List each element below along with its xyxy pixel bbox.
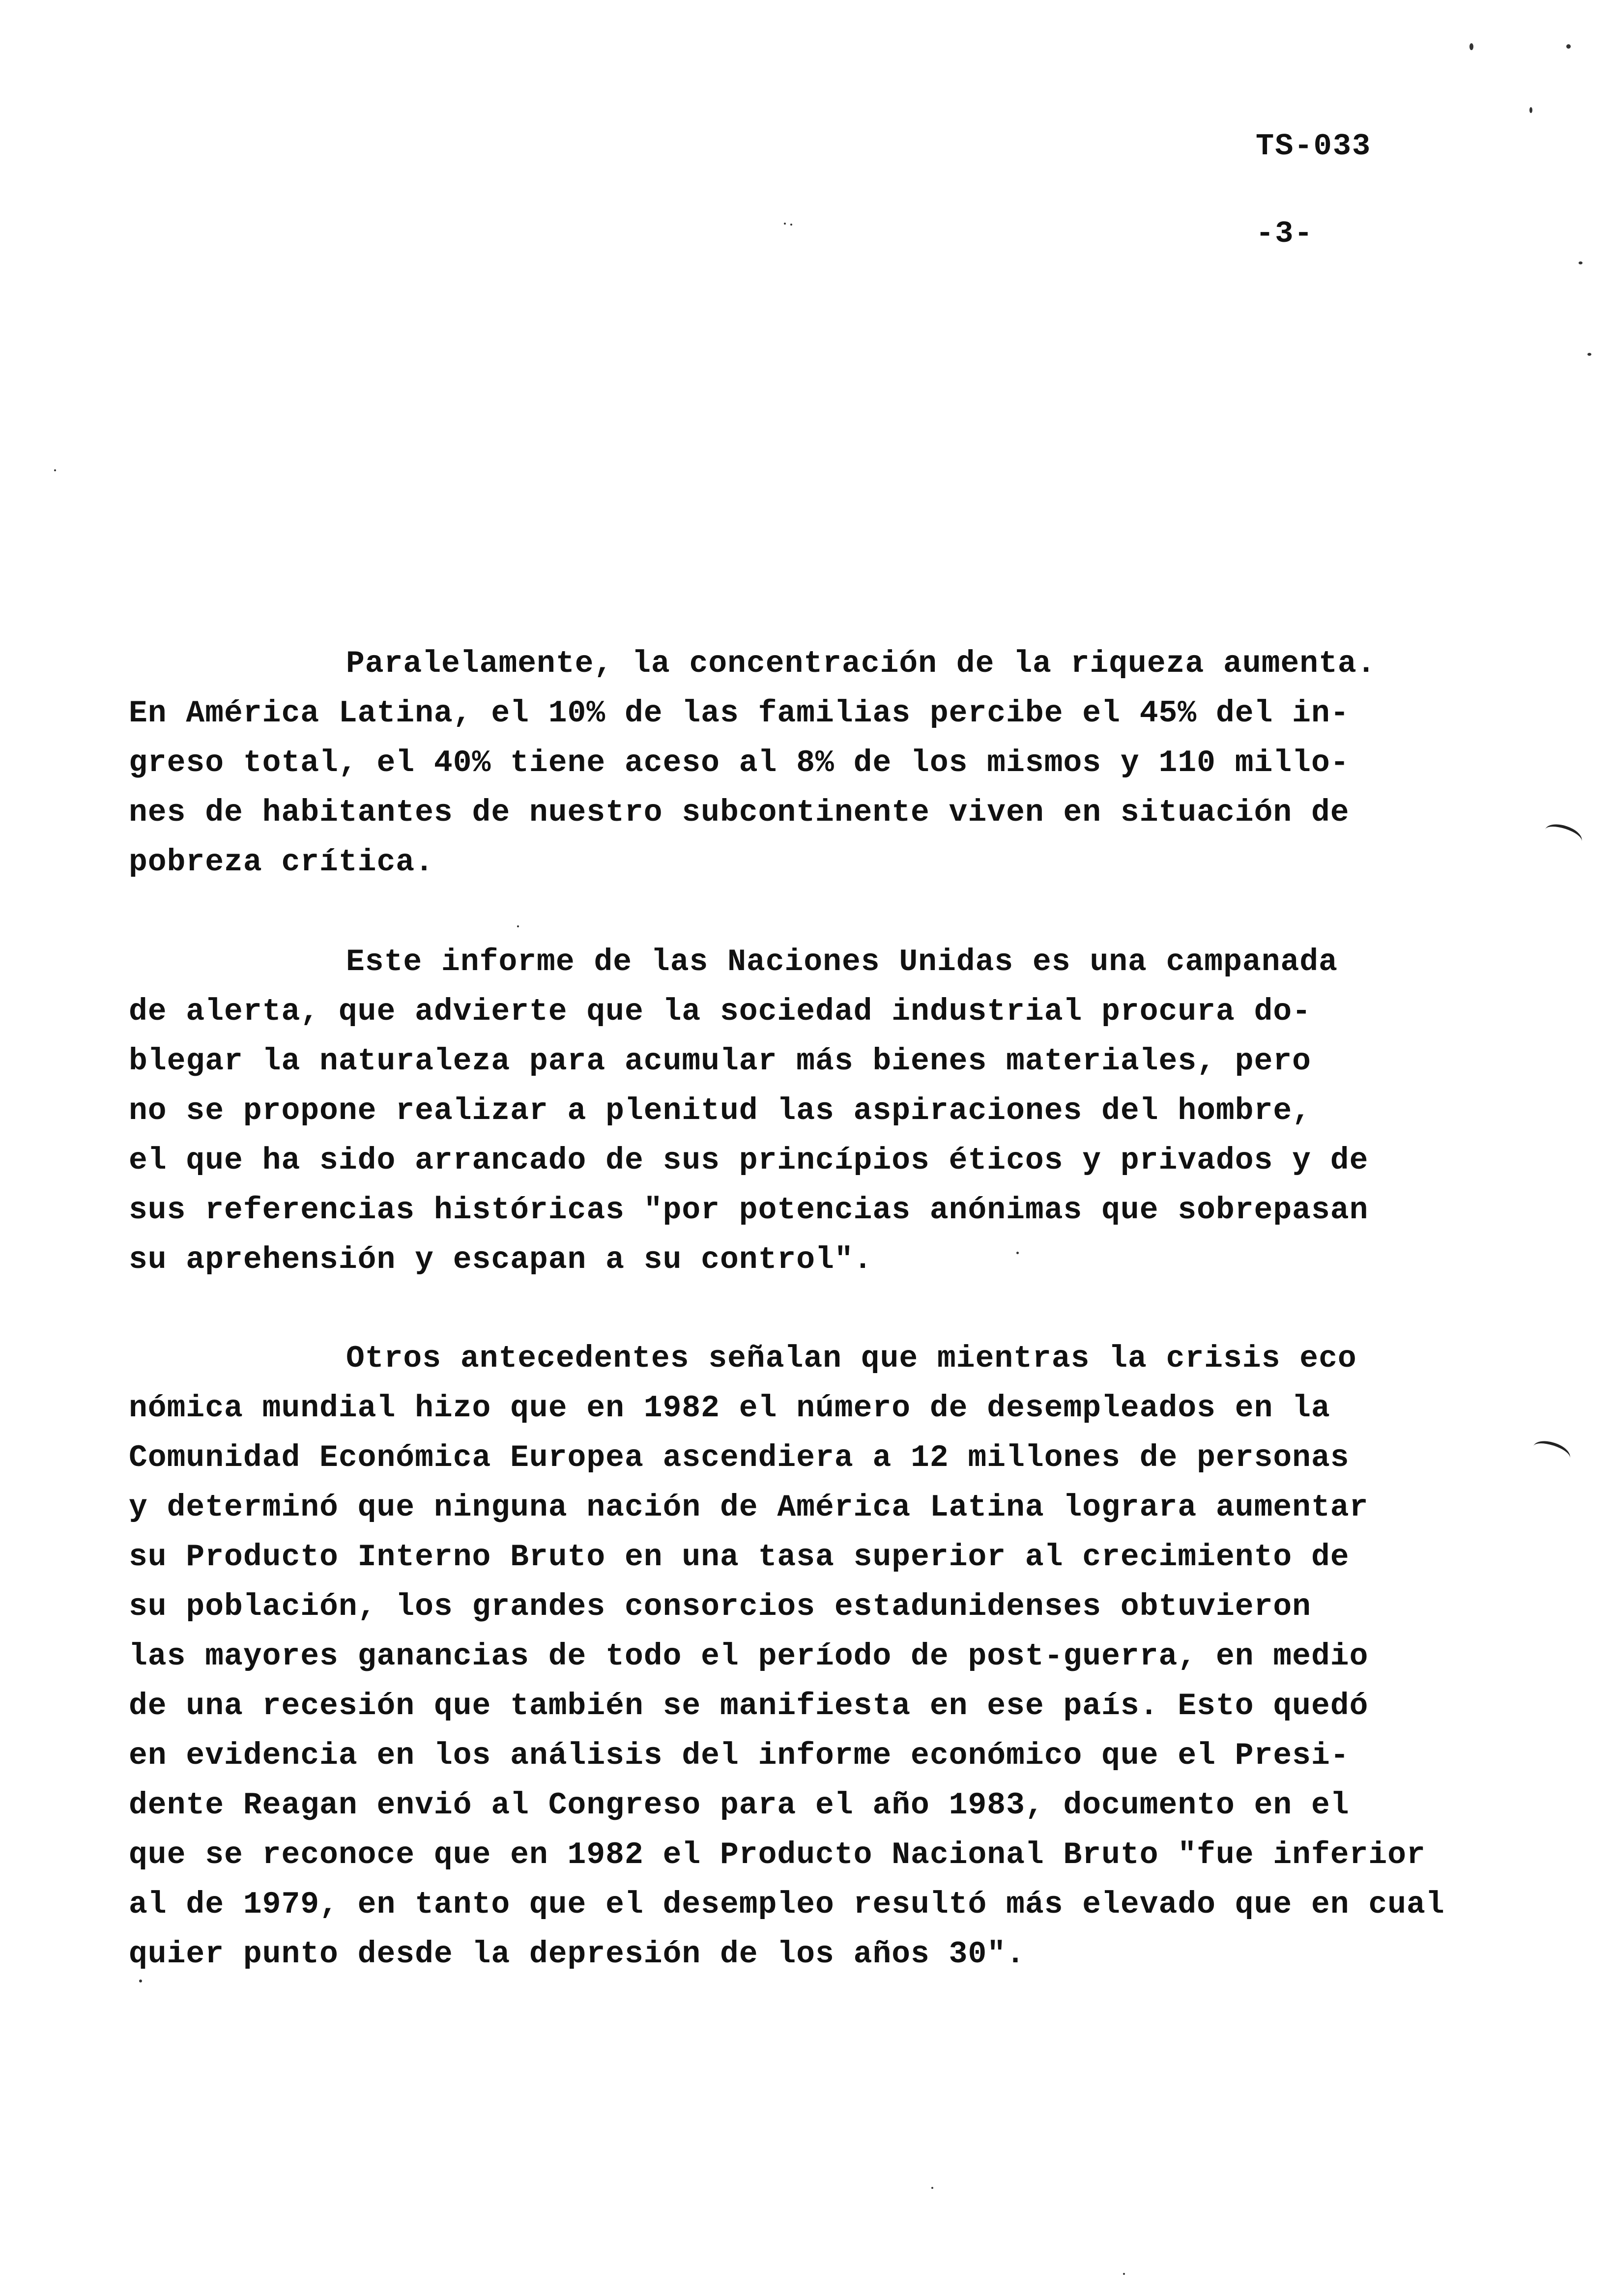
scan-speck xyxy=(784,223,786,225)
text-line: su Producto Interno Bruto en una tasa superior al crecimiento de xyxy=(129,1540,1350,1575)
scan-speck xyxy=(139,1980,142,1982)
text-line: de alerta, que advierte que la sociedad industrial procura do- xyxy=(129,994,1311,1029)
text-line: Otros antecedentes señalan que mientras la crisis eco xyxy=(346,1341,1357,1376)
text-line: las mayores ganancias de todo el período de post-guerra, en medio xyxy=(129,1639,1369,1674)
text-line: Paralelamente, la concentración de la riqueza aumenta. xyxy=(346,646,1376,681)
scan-speck xyxy=(517,925,519,927)
text-line: de una recesión que también se manifiesta en ese país. Esto quedó xyxy=(129,1689,1369,1723)
scan-speck xyxy=(1469,43,1473,50)
text-line: en evidencia en los análisis del informe económico que el Presi- xyxy=(129,1738,1350,1773)
text-line: el que ha sido arrancado de sus princípios éticos y privados y de xyxy=(129,1143,1369,1178)
scan-speck xyxy=(1016,1252,1019,1254)
scan-speck xyxy=(54,469,56,471)
margin-mark xyxy=(1530,1437,1573,1467)
text-line: Este informe de las Naciones Unidas es una campanada xyxy=(346,945,1338,979)
paragraph-wealth-concentration xyxy=(129,639,1416,887)
text-line: Comunidad Económica Europea ascendiera a 12 millones de personas xyxy=(129,1440,1350,1475)
scan-speck xyxy=(1587,353,1591,356)
scan-speck xyxy=(790,224,792,226)
text-line: y determinó que ninguna nación de América Latina lograra aumentar xyxy=(129,1490,1369,1525)
text-line: sus referencias históricas "por potencias anónimas que sobrepasan xyxy=(129,1193,1369,1228)
text-line: su población, los grandes consorcios estadunidenses obtuvieron xyxy=(129,1589,1311,1624)
text-line: que se reconoce que en 1982 el Producto Nacional Bruto "fue inferior xyxy=(129,1837,1426,1872)
scan-speck xyxy=(1123,2273,1125,2275)
scan-speck xyxy=(1529,107,1532,113)
scan-speck xyxy=(1579,261,1583,264)
text-line: al de 1979, en tanto que el desempleo resultó más elevado que en cual xyxy=(129,1887,1445,1922)
scan-speck xyxy=(1566,44,1571,49)
text-line: nes de habitantes de nuestro subcontinente viven en situación de xyxy=(129,795,1350,830)
text-line: greso total, el 40% tiene aceso al 8% de los mismos y 110 millo- xyxy=(129,746,1350,780)
scan-speck xyxy=(931,2187,933,2189)
text-line: dente Reagan envió al Congreso para el año 1983, documento en el xyxy=(129,1788,1350,1823)
page-number: -3- xyxy=(1256,216,1314,251)
text-line: En América Latina, el 10% de las familias percibe el 45% del in- xyxy=(129,696,1350,731)
paragraph-economic-crisis xyxy=(129,1334,1445,1979)
text-line: su aprehensión y escapan a su control". xyxy=(129,1242,873,1277)
text-line: quier punto desde la depresión de los años 30". xyxy=(129,1937,1025,1972)
text-line: blegar la naturaleza para acumular más bienes materiales, pero xyxy=(129,1044,1311,1079)
document-id: TS-033 xyxy=(1256,129,1372,164)
text-line: pobreza crítica. xyxy=(129,845,434,880)
margin-mark xyxy=(1542,820,1585,851)
text-line: nómica mundial hizo que en 1982 el número de desempleados en la xyxy=(129,1391,1330,1426)
text-line: no se propone realizar a plenitud las aspiraciones del hombre, xyxy=(129,1093,1311,1128)
paragraph-un-report xyxy=(129,937,1416,1285)
